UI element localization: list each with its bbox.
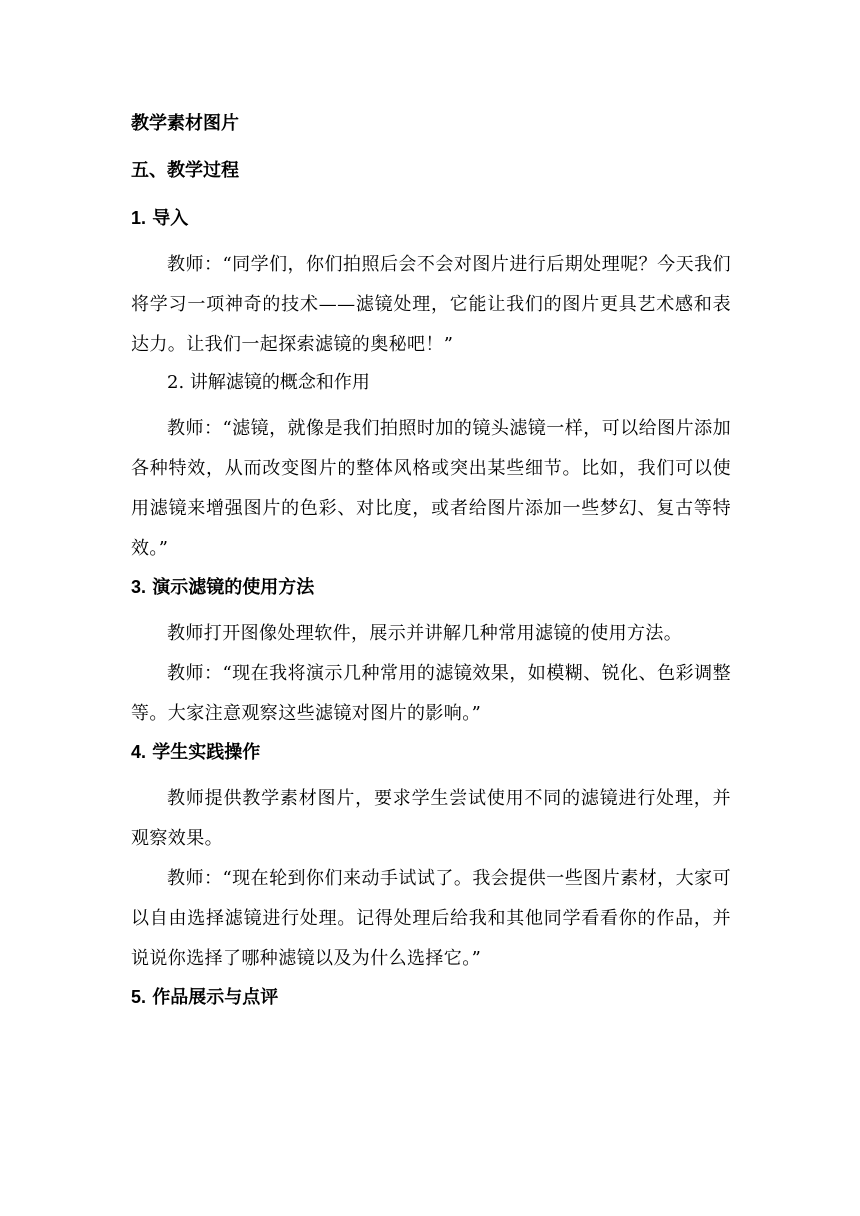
step-title: 导入 — [152, 208, 189, 229]
step-number: 3. — [131, 577, 147, 597]
paragraph: 教师打开图像处理软件，展示并讲解几种常用滤镜的使用方法。 — [167, 623, 683, 644]
step-title: 学生实践操作 — [152, 742, 261, 763]
step-number: 1. — [131, 208, 147, 228]
step-heading-2 — [131, 371, 731, 395]
document-title: 教学素材图片 — [131, 113, 239, 134]
step-number: 2. — [167, 372, 185, 393]
step-title: 讲解滤镜的概念和作用 — [189, 372, 370, 393]
document-body — [131, 112, 731, 1010]
step-heading-4 — [131, 740, 731, 765]
step-title: 演示滤镜的使用方法 — [152, 577, 315, 598]
section-heading: 五、教学过程 — [131, 160, 239, 181]
step-heading-1 — [131, 206, 731, 231]
step-heading-5 — [131, 985, 731, 1010]
paragraph: 教师提供教学素材图片，要求学生尝试使用不同的滤镜进行处理，并观察效果。 — [131, 788, 731, 849]
step-number: 4. — [131, 742, 147, 762]
step-title: 作品展示与点评 — [152, 987, 279, 1008]
paragraph: 教师：“同学们，你们拍照后会不会对图片进行后期处理呢？今天我们将学习一项神奇的技术——滤镜处理，它能让我们的图片更具艺术感和表达力。让我们一起探索滤镜的奥秘吧！” — [131, 254, 731, 355]
step-number: 5. — [131, 987, 147, 1007]
paragraph: 教师：“现在我将演示几种常用的滤镜效果，如模糊、锐化、色彩调整等。大家注意观察这些滤镜对图片的影响。” — [131, 663, 731, 724]
paragraph: 教师：“现在轮到你们来动手试试了。我会提供一些图片素材，大家可以自由选择滤镜进行处理。记得处理后给我和其他同学看看你的作品，并说说你选择了哪种滤镜以及为什么选择它。” — [131, 868, 731, 969]
paragraph: 教师：“滤镜，就像是我们拍照时加的镜头滤镜一样，可以给图片添加各种特效，从而改变图片的整体风格或突出某些细节。比如，我们可以使用滤镜来增强图片的色彩、对比度，或者给图片添加一些梦幻、复古等特效。” — [131, 418, 731, 559]
step-heading-3 — [131, 575, 731, 600]
